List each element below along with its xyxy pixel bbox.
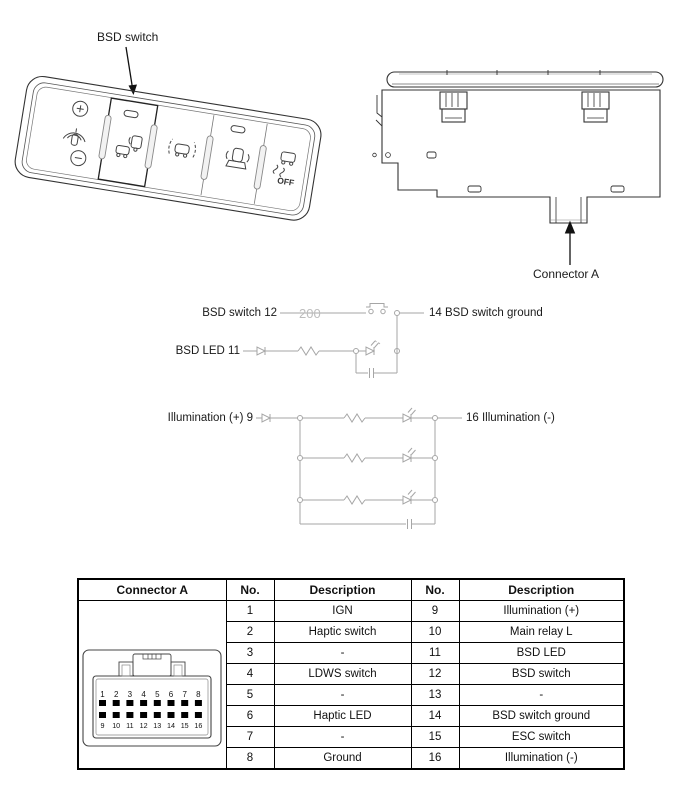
pin-description: - bbox=[274, 643, 411, 664]
pin-no: 10 bbox=[411, 622, 459, 643]
pin-label-illumination-plus-9: Illumination (+) 9 bbox=[167, 412, 253, 424]
pin-description: Illumination (-) bbox=[459, 748, 624, 770]
svg-text:5: 5 bbox=[155, 689, 160, 699]
pin-no: 3 bbox=[226, 643, 274, 664]
table-row bbox=[78, 601, 624, 622]
ldws-switch-icon bbox=[168, 139, 197, 159]
pin-description: Ground bbox=[274, 748, 411, 770]
svg-text:9: 9 bbox=[100, 720, 105, 730]
connector-a-callout-label: Connector A bbox=[533, 267, 600, 281]
led-symbol bbox=[366, 341, 380, 356]
svg-text:7: 7 bbox=[182, 689, 188, 699]
connector-pin-squares bbox=[99, 700, 202, 718]
header-connector-a: Connector A bbox=[78, 579, 226, 601]
svg-text:13: 13 bbox=[153, 720, 162, 730]
svg-text:4: 4 bbox=[141, 689, 147, 699]
table-header-row bbox=[78, 579, 624, 601]
svg-text:15: 15 bbox=[180, 720, 189, 730]
pin-no: 14 bbox=[411, 706, 459, 727]
pin-no: 1 bbox=[226, 601, 274, 622]
connector-a-pin-diagram-cell bbox=[78, 601, 226, 770]
svg-text:6: 6 bbox=[169, 689, 174, 699]
illumination-capacitor-branch bbox=[300, 519, 435, 529]
pin-description: BSD switch bbox=[459, 664, 624, 685]
illumination-branch-1 bbox=[344, 408, 462, 422]
haptic-switch-icon bbox=[225, 147, 251, 169]
pin-no: 6 bbox=[226, 706, 274, 727]
connector-a-pin-diagram bbox=[79, 644, 225, 754]
pin-no: 8 bbox=[226, 748, 274, 770]
pin-description: - bbox=[274, 727, 411, 748]
push-switch-symbol bbox=[366, 304, 388, 308]
mount-clip-left bbox=[440, 92, 467, 122]
svg-text:12: 12 bbox=[139, 720, 148, 730]
svg-text:11: 11 bbox=[126, 720, 134, 730]
pin-description: Main relay L bbox=[459, 622, 624, 643]
pin-no: 5 bbox=[226, 685, 274, 706]
pin-description: BSD LED bbox=[459, 643, 624, 664]
pin-description: - bbox=[459, 685, 624, 706]
pin-no: 13 bbox=[411, 685, 459, 706]
illumination-dimmer-icon bbox=[62, 127, 86, 147]
diode-symbol bbox=[257, 347, 265, 355]
mount-clip-right bbox=[582, 92, 609, 122]
connector-pinout-table bbox=[77, 578, 625, 770]
pin-description: - bbox=[274, 685, 411, 706]
header-no-right: No. bbox=[411, 579, 459, 601]
pin-no: 12 bbox=[411, 664, 459, 685]
pin-description: Haptic LED bbox=[274, 706, 411, 727]
pin-description: Haptic switch bbox=[274, 622, 411, 643]
connector-pin-numbers bbox=[101, 690, 203, 730]
header-description-right: Description bbox=[459, 579, 624, 601]
illumination-branch-2 bbox=[298, 448, 438, 462]
pin-no: 11 bbox=[411, 643, 459, 664]
pin-description: IGN bbox=[274, 601, 411, 622]
svg-text:16: 16 bbox=[194, 720, 203, 730]
bsd-switch-icon bbox=[115, 133, 142, 160]
resistor-symbol bbox=[298, 347, 319, 355]
dimmer-plus-icon bbox=[72, 100, 89, 117]
svg-text:14: 14 bbox=[167, 720, 176, 730]
pin-label-bsd-switch-ground-14: 14 BSD switch ground bbox=[429, 307, 543, 319]
svg-text:2: 2 bbox=[114, 689, 119, 699]
capacitor-symbol bbox=[370, 368, 374, 378]
svg-text:1: 1 bbox=[100, 689, 105, 699]
esc-off-icon bbox=[273, 151, 296, 179]
panel-separator-pills bbox=[98, 115, 268, 190]
svg-text:8: 8 bbox=[196, 689, 201, 699]
haptic-led-slot bbox=[231, 125, 246, 133]
pin-no: 7 bbox=[226, 727, 274, 748]
circuit-node bbox=[395, 311, 400, 316]
illumination-circuit-schematic bbox=[256, 408, 462, 529]
header-no-left: No. bbox=[226, 579, 274, 601]
diode-symbol bbox=[262, 414, 270, 422]
connector-a-stub bbox=[556, 197, 581, 223]
switch-panel-front-view bbox=[13, 74, 323, 222]
connector-a-callout-arrow bbox=[566, 222, 575, 265]
bsd-switch-callout-arrow bbox=[126, 47, 137, 95]
pin-label-bsd-switch-12: BSD switch 12 bbox=[202, 307, 277, 319]
rear-body-outline bbox=[382, 90, 660, 223]
resistor-value-label: 200 bbox=[299, 306, 321, 321]
pin-no: 16 bbox=[411, 748, 459, 770]
bsd-led-slot bbox=[124, 110, 139, 118]
pin-no: 9 bbox=[411, 601, 459, 622]
pin-label-bsd-led-11: BSD LED 11 bbox=[175, 345, 240, 357]
pin-no: 4 bbox=[226, 664, 274, 685]
pin-description: Illumination (+) bbox=[459, 601, 624, 622]
header-description-left: Description bbox=[274, 579, 411, 601]
bsd-switch-callout-label: BSD switch bbox=[97, 30, 159, 44]
pin-description: BSD switch ground bbox=[459, 706, 624, 727]
circuit-node bbox=[298, 416, 303, 421]
pin-no: 15 bbox=[411, 727, 459, 748]
pin-no: 2 bbox=[226, 622, 274, 643]
illumination-branch-3 bbox=[298, 490, 438, 504]
svg-text:10: 10 bbox=[112, 720, 121, 730]
esc-off-label: OFF bbox=[276, 175, 295, 188]
svg-text:3: 3 bbox=[127, 689, 133, 699]
panel-outer-outline bbox=[13, 74, 323, 222]
pin-label-illumination-minus-16: 16 Illumination (-) bbox=[466, 412, 555, 424]
switch-panel-rear-view bbox=[373, 70, 663, 223]
pin-description: LDWS switch bbox=[274, 664, 411, 685]
dimmer-minus-icon bbox=[70, 150, 87, 167]
pin-description: ESC switch bbox=[459, 727, 624, 748]
circuit-node bbox=[354, 349, 359, 354]
